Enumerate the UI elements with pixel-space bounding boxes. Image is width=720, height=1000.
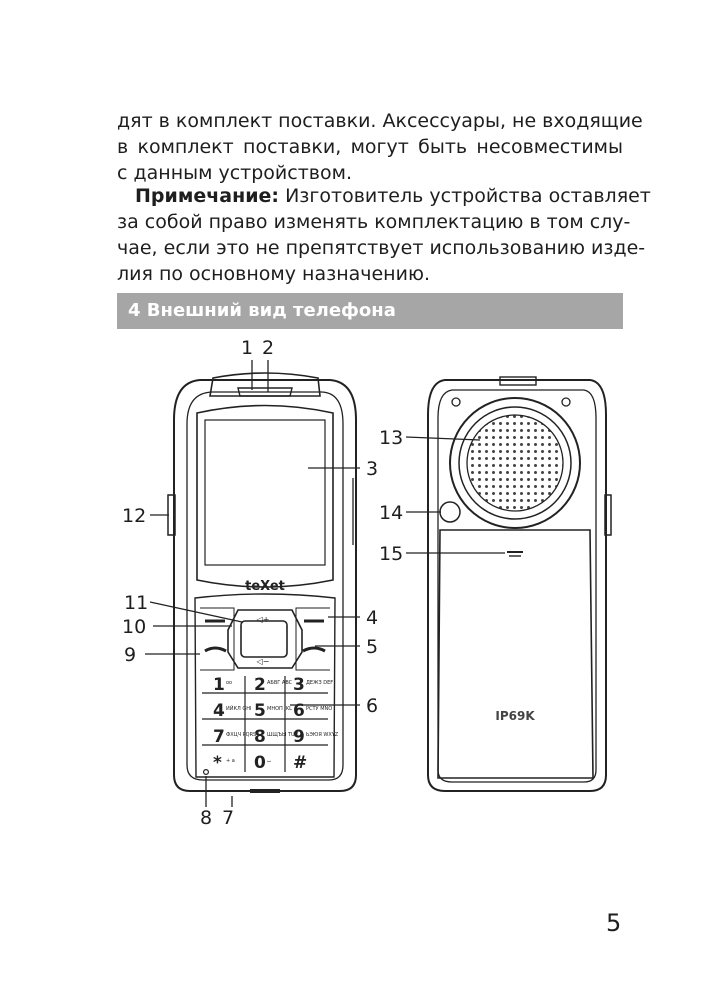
key-digit: 5 <box>254 701 266 721</box>
callout-9: 9 <box>124 644 137 666</box>
section-title: 4 Внешний вид телефона <box>128 300 396 321</box>
note-line: за собой право изменять комплектацию в том слу- <box>117 211 631 233</box>
key-digit: 1 <box>213 675 225 695</box>
note-label: Примечание: <box>135 185 280 207</box>
key-letters: ШЩЪЫ TUV <box>267 732 299 738</box>
back-screw-right <box>562 398 570 406</box>
key-digit: # <box>293 753 308 773</box>
key-digit: 6 <box>293 701 305 721</box>
key-letters: oo <box>226 680 233 686</box>
keypad-keys <box>213 675 339 773</box>
key-digit: 9 <box>293 727 305 747</box>
end-key <box>303 648 325 651</box>
flashlight <box>440 502 460 522</box>
left-key-slot <box>200 608 234 670</box>
note-line: чае, если это не препятствует использованию изде- <box>117 237 646 259</box>
screen <box>205 420 325 565</box>
key-digit: 0 <box>254 753 266 773</box>
back-screw-left <box>452 398 460 406</box>
key-letters: РСТУ MNO <box>306 706 333 712</box>
callout-8: 8 <box>199 807 213 829</box>
callout-6: 6 <box>366 695 379 717</box>
callout-10: 10 <box>122 616 147 638</box>
callout-14: 14 <box>379 502 404 524</box>
key-digit: 2 <box>254 675 266 695</box>
callout-4: 4 <box>366 607 379 629</box>
volume-down-icon: ◁− <box>256 657 270 666</box>
callout-2: 2 <box>261 337 275 359</box>
key-digit: 8 <box>254 727 266 747</box>
phone-front <box>168 373 356 791</box>
battery-cover <box>438 530 593 778</box>
key-digit: 4 <box>213 701 225 721</box>
right-key-slot <box>296 608 330 670</box>
brand-logo: teXet <box>245 579 285 594</box>
key-digit: 3 <box>293 675 305 695</box>
screen-bezel <box>197 406 333 588</box>
page-number: 5 <box>606 909 622 937</box>
intro-line: дят в комплект поставки. Аксессуары, не входящие <box>117 110 643 132</box>
intro-paragraph <box>117 108 643 186</box>
microphone-hole <box>204 770 209 775</box>
key-digit: 7 <box>213 727 225 747</box>
call-key <box>205 648 226 651</box>
key-letters: ФХЦЧ PQRS <box>226 732 257 738</box>
key-letters: ИЙКЛ GHI <box>226 706 252 712</box>
key-letters: ЬЭЮЯ WXYZ <box>306 732 339 738</box>
callout-5: 5 <box>366 636 379 658</box>
intro-line: с данным устройством. <box>117 162 352 184</box>
key-letters: + a <box>226 758 235 764</box>
note-paragraph <box>117 183 651 287</box>
callout-11: 11 <box>124 592 149 614</box>
key-letters: ⌴ <box>267 758 272 764</box>
callout-7: 7 <box>221 807 235 829</box>
section-header <box>117 293 623 329</box>
key-letters: МНОП JKL <box>267 706 292 712</box>
note-text: Изготовитель устройства оставляет <box>285 185 651 207</box>
callout-12: 12 <box>122 505 147 527</box>
note-line <box>117 183 651 209</box>
key-letters: ДЕЖЗ DEF <box>306 680 334 686</box>
nav-center-key <box>241 621 287 657</box>
callout-3: 3 <box>366 458 379 480</box>
intro-line: в комплект поставки, могут быть несовместимы <box>117 136 623 158</box>
volume-up-icon: ◁+ <box>256 615 270 624</box>
callout-15: 15 <box>379 543 404 565</box>
note-line: лия по основному назначению. <box>117 263 430 285</box>
key-digit: * <box>213 753 222 773</box>
phone-figure <box>0 330 720 830</box>
callout-1: 1 <box>240 337 254 359</box>
ip-rating-marking: IP69K <box>495 709 535 723</box>
callout-13: 13 <box>379 427 404 449</box>
speaker-grille <box>467 415 563 511</box>
key-letters: АБВГ ABC <box>267 680 293 686</box>
